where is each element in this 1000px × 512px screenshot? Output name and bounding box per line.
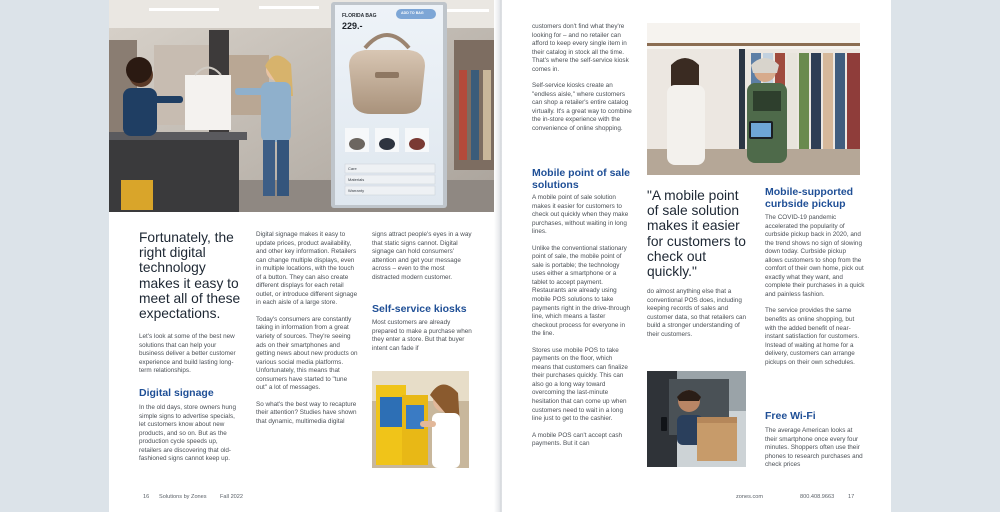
right-page bbox=[502, 0, 891, 512]
curbside-pickup-photo bbox=[647, 371, 746, 467]
digital-signage-paragraph: So what's the best way to recapture their attention? Studies have shown that dynamic, multimedia digital bbox=[256, 400, 357, 425]
kiosk-option-care: Care bbox=[348, 166, 357, 171]
mobile-pos-continued: do almost anything else that a conventional POS does, including keeping records of sales and customer data, so that retailers can build a stronger understanding of their customers. bbox=[647, 288, 747, 338]
issue-label: Fall 2022 bbox=[220, 494, 244, 500]
free-wifi-heading: Free Wi-Fi bbox=[765, 410, 816, 422]
self-service-kiosks-heading: Self-service kiosks bbox=[372, 303, 467, 315]
curbside-paragraph: The service provides the same benefits as online shopping, but with the added benefit of near-instant satisfaction for customers. Instead of waiting at home for a delivery, customers can arrange pickups on their own schedules. bbox=[765, 307, 860, 366]
digital-signage-col3-text: signs attract people's eyes in a way that static signs cannot. Digital signage can hold consumers' attention and get your message across – even to the most distracted modern customer. bbox=[372, 231, 472, 281]
mobile-pos-paragraph: Stores use mobile POS to take payments on the floor, which means that customers can finalize their purchases quickly. This can also go a long way toward overcoming the last-minute hesitation that can come up when customers need to wait in a long line just to get to the cashier. bbox=[532, 346, 628, 423]
curbside-paragraph: The COVID-19 pandemic accelerated the popularity of curbside pickup back in 2020, and the trend shows no sign of slowing down today. Curbside pickup allows customers to shop from the comfort of their own home, pick out exactly what they want, and complete their purchases in a quick and painless fashion. bbox=[765, 214, 865, 298]
mobile-pos-paragraph: A mobile point of sale solution makes it easier for customers to check out quickly when they make purchases, without waiting in long lines. bbox=[532, 194, 629, 236]
digital-signage-col1-text: In the old days, store owners hung simple signs to advertise specials, let customers know about new products, and so on. But as the production cycle speeds up, retailers are discovering that old-fashioned signs cannot keep up. bbox=[139, 404, 236, 463]
page-headline: Fortunately, the right digital technology makes it easy to meet all of these expectations. bbox=[139, 230, 241, 322]
publication-title: Solutions by Zones bbox=[159, 494, 207, 500]
self-service-paragraph: Most customers are already prepared to make a purchase when they enter a store. But that buyer intent can fade if bbox=[372, 319, 472, 352]
store-kiosk-photo bbox=[109, 0, 498, 212]
free-wifi-paragraph: The average American looks at their smartphone once every four minutes. Shoppers often use their phones to research purchases and check prices bbox=[765, 427, 863, 469]
kiosk-add-to-bag-button: ADD TO BAG bbox=[401, 11, 424, 15]
digital-signage-paragraph: Today's consumers are constantly taking in information from a great variety of sources. They're seeing ads on their smartphones and getting news about new products on various social media platforms. Unfortunately, this means that consumers have started to "tune out" a lot of messages. bbox=[256, 315, 358, 392]
phone-number: 800.408.9663 bbox=[800, 494, 835, 500]
left-page bbox=[109, 0, 498, 512]
self-service-continued bbox=[532, 23, 632, 134]
pull-quote: "A mobile point of sale solution makes it easier for customers to check out quickly." bbox=[647, 188, 746, 280]
kiosk-price: 229.- bbox=[342, 21, 363, 31]
curbside-text bbox=[765, 214, 865, 367]
self-service-paragraph: Self-service kiosks create an "endless aisle," where customers can shop a retailer's entire catalog virtually. It's a great way to combine the in-store experience with the convenience of online shopping. bbox=[532, 82, 632, 133]
self-service-paragraph: customers don't find what they're looking for – and no retailer can afford to keep every single item in their catalog in stock all the time. That's where the self-service kiosk comes in. bbox=[532, 23, 629, 73]
kiosk-option-materials: Materials bbox=[348, 177, 365, 182]
website-label: zones.com bbox=[736, 494, 764, 500]
intro-paragraph: Let's look at some of the best new solutions that can help your business deliver a better customer experience and build lasting long-term relationships. bbox=[139, 333, 236, 375]
mobile-pos-paragraph: A mobile POS can't accept cash payments. But it can bbox=[532, 431, 623, 448]
kiosk-option-warranty: Warranty bbox=[348, 188, 365, 193]
curbside-pickup-heading: Mobile-supported curbside pickup bbox=[765, 186, 854, 210]
clothing-store-tablet-photo bbox=[647, 23, 860, 175]
self-service-kiosk-photo bbox=[372, 371, 469, 468]
left-page-number: 16 bbox=[143, 494, 150, 500]
right-page-number: 17 bbox=[848, 494, 855, 500]
kiosk-product-name: FLORIDA BAG bbox=[342, 13, 377, 19]
digital-signage-heading: Digital signage bbox=[139, 387, 214, 399]
mobile-pos-heading: Mobile point of sale solutions bbox=[532, 167, 631, 191]
mobile-pos-paragraph: Unlike the conventional stationary point of sale, the mobile point of sale is portable; the technology uses either a smartphone or a tablet to accept payment. Restaurants are already using mobile POS solutions to take payments right in the drive-through line, which means a faster checkout process for everyone in the line. bbox=[532, 244, 631, 338]
mobile-pos-text bbox=[532, 194, 632, 449]
digital-signage-paragraph: Digital signage makes it easy to update prices, product availability, and other key information. Retailers can change multiple displays, even in multiple locations, with the touch of a button. They can also create different displays for each retail outlet, or introduce different signage in each aisle of a large store. bbox=[256, 231, 358, 307]
digital-signage-col2 bbox=[256, 231, 358, 426]
